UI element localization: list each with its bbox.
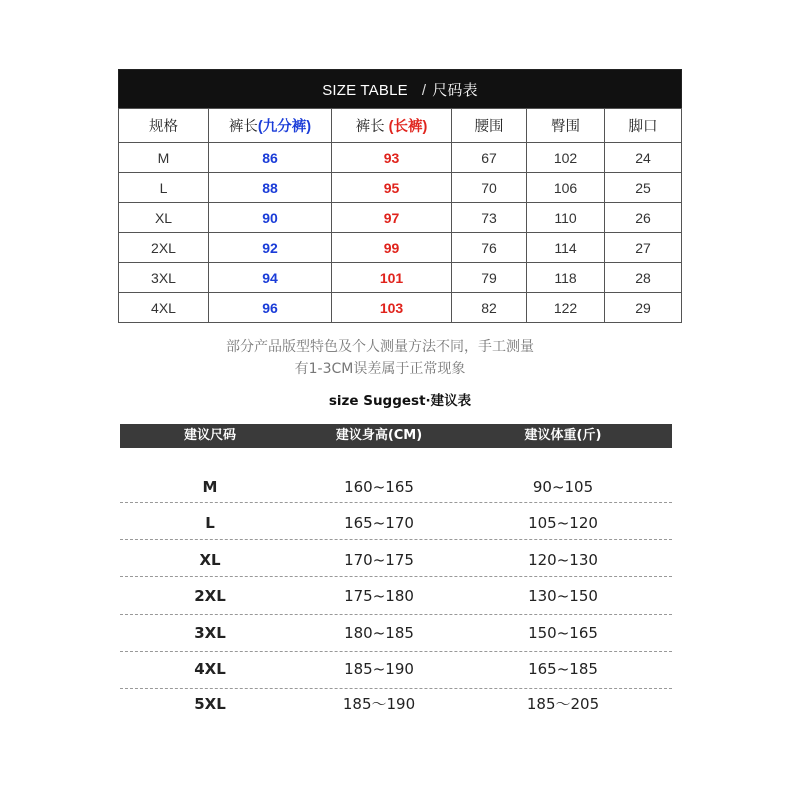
- suggest-size: 5XL: [194, 695, 226, 713]
- suggest-height: 185~190: [344, 660, 414, 678]
- header-spec: 规格: [119, 109, 209, 143]
- suggest-size: 4XL: [194, 660, 226, 678]
- cell-waist: 82: [452, 293, 527, 323]
- size-table-title-cn: 尺码表: [432, 81, 478, 99]
- cell-waist: 73: [452, 203, 527, 233]
- cell-pants-cropped: 94: [209, 263, 332, 293]
- measurement-note-line1: 部分产品版型特色及个人测量方法不同，手工测量: [226, 339, 534, 355]
- suggest-row: [120, 578, 672, 614]
- cell-hip: 118: [527, 263, 605, 293]
- cell-hip: 114: [527, 233, 605, 263]
- header-hem: 脚口: [605, 109, 682, 143]
- suggest-size: 3XL: [194, 624, 226, 642]
- suggest-height: 185～190: [342, 695, 416, 713]
- cell-pants-cropped: 92: [209, 233, 332, 263]
- suggest-weight: 90~105: [532, 478, 594, 496]
- header-pants-cropped: [209, 109, 332, 143]
- cell-size: 3XL: [119, 263, 209, 293]
- cell-waist: 79: [452, 263, 527, 293]
- cell-waist: 70: [452, 173, 527, 203]
- table-row: [119, 173, 682, 203]
- suggest-row: [120, 686, 672, 722]
- table-row: [119, 203, 682, 233]
- cell-pants-long: 97: [332, 203, 452, 233]
- table-row: [119, 263, 682, 293]
- cell-hem: 29: [605, 293, 682, 323]
- suggest-row: [120, 542, 672, 578]
- header-hip: 臀围: [527, 109, 605, 143]
- suggest-weight: 150~165: [528, 624, 598, 642]
- suggest-height: 180~185: [344, 624, 414, 642]
- suggest-row: [120, 651, 672, 687]
- cell-pants-cropped: 88: [209, 173, 332, 203]
- suggest-weight: 120~130: [528, 551, 598, 569]
- cell-hem: 28: [605, 263, 682, 293]
- suggest-size: XL: [199, 551, 221, 569]
- cell-waist: 67: [452, 143, 527, 173]
- suggest-size: M: [202, 478, 218, 496]
- table-row: [119, 293, 682, 323]
- suggest-row: [120, 615, 672, 651]
- size-table-header-row: [119, 109, 682, 143]
- cell-pants-cropped: 96: [209, 293, 332, 323]
- size-table: [118, 69, 682, 323]
- cell-hem: 24: [605, 143, 682, 173]
- header-pants-cropped-prefix: 裤长: [228, 119, 258, 135]
- header-pants-long-suffix: (长裤): [388, 119, 428, 135]
- size-table-title-sep: /: [421, 81, 427, 99]
- cell-hem: 25: [605, 173, 682, 203]
- header-pants-cropped-suffix: (九分裤): [257, 119, 312, 135]
- suggest-size: L: [205, 514, 215, 532]
- suggest-height: 160~165: [344, 478, 414, 496]
- cell-hip: 122: [527, 293, 605, 323]
- cell-size: 2XL: [119, 233, 209, 263]
- cell-hem: 26: [605, 203, 682, 233]
- cell-pants-long: 93: [332, 143, 452, 173]
- cell-pants-cropped: 90: [209, 203, 332, 233]
- table-row: [119, 143, 682, 173]
- cell-size: L: [119, 173, 209, 203]
- suggest-height: 170~175: [344, 551, 414, 569]
- size-table-title-en: SIZE TABLE: [322, 81, 408, 99]
- header-pants-long-prefix: 裤长: [355, 119, 389, 135]
- cell-pants-long: 95: [332, 173, 452, 203]
- cell-size: 4XL: [119, 293, 209, 323]
- suggest-row: [120, 505, 672, 541]
- cell-pants-cropped: 86: [209, 143, 332, 173]
- suggest-weight: 185～205: [526, 695, 600, 713]
- suggest-title: size Suggest·建议表: [328, 393, 472, 409]
- suggest-weight: 105~120: [528, 514, 598, 532]
- suggest-header-height: 建议身高(CM): [335, 428, 423, 443]
- table-row: [119, 233, 682, 263]
- cell-hip: 102: [527, 143, 605, 173]
- cell-size: M: [119, 143, 209, 173]
- suggest-weight: 130~150: [528, 587, 598, 605]
- size-table-title: [119, 70, 682, 109]
- suggest-size: 2XL: [194, 587, 226, 605]
- suggest-height: 175~180: [344, 587, 414, 605]
- suggest-header-weight: 建议体重(斤): [524, 428, 602, 443]
- suggest-header-size: 建议尺码: [183, 428, 237, 443]
- cell-pants-long: 101: [332, 263, 452, 293]
- cell-waist: 76: [452, 233, 527, 263]
- cell-hem: 27: [605, 233, 682, 263]
- cell-pants-long: 99: [332, 233, 452, 263]
- measurement-note-line2: 有1-3CM误差属于正常现象: [294, 361, 466, 377]
- cell-hip: 110: [527, 203, 605, 233]
- suggest-height: 165~170: [344, 514, 414, 532]
- cell-size: XL: [119, 203, 209, 233]
- size-table-title-row: [119, 70, 682, 109]
- cell-pants-long: 103: [332, 293, 452, 323]
- header-pants-long: [332, 109, 452, 143]
- cell-hip: 106: [527, 173, 605, 203]
- suggest-header: [120, 424, 672, 448]
- suggest-row: [120, 469, 672, 505]
- header-waist: 腰围: [452, 109, 527, 143]
- suggest-weight: 165~185: [528, 660, 598, 678]
